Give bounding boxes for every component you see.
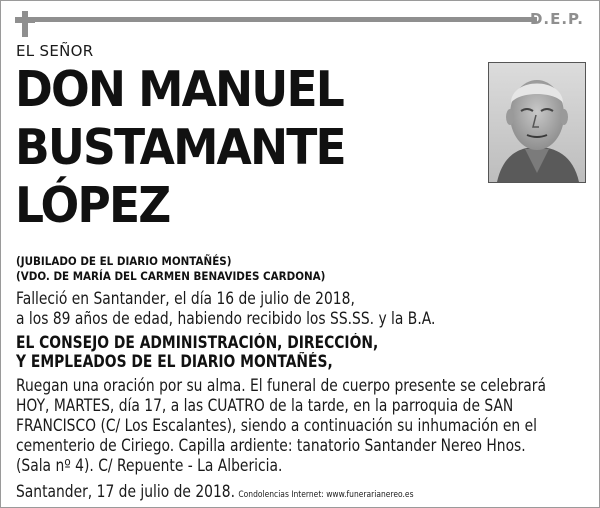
service-line: (Sala nº 4). C/ Repuente - La Albericia. (16, 456, 283, 475)
portrait-image (489, 63, 585, 182)
footer-date: Santander, 17 de julio de 2018. (16, 482, 236, 501)
mourners-line: Y EMPLEADOS DE EL DIARIO MONTAÑÉS, (16, 352, 333, 371)
announcement-line: Falleció en Santander, el día 16 de julio de 2018, (16, 289, 355, 308)
service-line: cementerio de Ciriego. Capilla ardiente: tanatorio Santander Nereo Hnos. (16, 436, 526, 455)
mourners-line: EL CONSEJO DE ADMINISTRACIÓN, DIRECCIÓN, (16, 333, 379, 352)
cross-icon (15, 11, 35, 37)
service-line: Ruegan una oración por su alma. El funeral de cuerpo presente se celebrará (16, 376, 546, 395)
deceased-name (15, 61, 443, 235)
announcement-line: a los 89 años de edad, habiendo recibido los SS.SS. y la B.A. (16, 309, 436, 328)
condolences-link[interactable]: Condolencias Internet: www.funerarianereo.es (238, 490, 414, 500)
name-line: BUSTAMANTE (15, 119, 345, 176)
dep-label: D.E.P. (529, 10, 584, 28)
header-rule (35, 17, 537, 22)
name-line: LÓPEZ (15, 177, 170, 234)
portrait-photo (488, 62, 586, 183)
service-line: HOY, MARTES, día 17, a las CUATRO de la tarde, en la parroquia de SAN (16, 396, 514, 415)
service-line: FRANCISCO (C/ Los Escalantes), siendo a continuación su inhumación en el (16, 416, 537, 435)
subtitle-occupation: (JUBILADO DE EL DIARIO MONTAÑÉS) (16, 254, 232, 268)
name-line: DON MANUEL (15, 61, 343, 118)
intro-label: EL SEÑOR (16, 42, 94, 60)
subtitle-widower: (VDO. DE MARÍA DEL CARMEN BENAVIDES CARDONA) (16, 269, 326, 283)
footer (16, 482, 414, 501)
